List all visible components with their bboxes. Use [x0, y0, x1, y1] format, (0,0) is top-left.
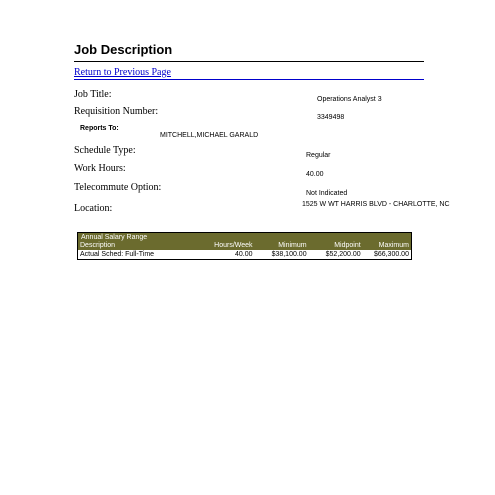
reports-to-label: Reports To:: [80, 125, 119, 132]
col-header-hours-week: Hours/Week: [214, 242, 253, 249]
cell-minimum: $38,100.00: [271, 251, 307, 258]
salary-table-title: Annual Salary Range: [78, 233, 411, 242]
work-hours-value: 40.00: [306, 171, 324, 178]
work-hours-label: Work Hours:: [74, 163, 126, 174]
cell-description: Actual Sched: Full-Time: [80, 251, 155, 258]
location-label: Location:: [74, 203, 113, 214]
col-header-minimum: Minimum: [278, 242, 307, 249]
return-to-previous-page-link[interactable]: [74, 67, 424, 80]
salary-table-header: [78, 242, 411, 251]
job-title-label: Job Title:: [74, 89, 112, 100]
telecommute-option-label: Telecommute Option:: [74, 182, 162, 193]
table-row: [78, 251, 411, 259]
col-header-maximum: Maximum: [378, 242, 409, 249]
return-link-text[interactable]: Return to Previous Page: [74, 67, 171, 78]
schedule-type-value: Regular: [306, 152, 331, 159]
telecommute-option-value: Not Indicated: [306, 190, 348, 197]
location-value: 1525 W WT HARRIS BLVD - CHARLOTTE, NC: [302, 201, 450, 208]
cell-maximum: $66,300.00: [373, 251, 409, 258]
job-title-value: Operations Analyst 3: [317, 96, 382, 103]
requisition-number-label: Requisition Number:: [74, 106, 159, 117]
col-header-midpoint: Midpoint: [334, 242, 361, 249]
page-title: Job Description: [74, 42, 173, 57]
cell-hours-week: 40.00: [235, 251, 253, 258]
col-header-description: Description: [80, 242, 116, 249]
annual-salary-range-table: [77, 232, 412, 260]
reports-to-value: MITCHELL,MICHAEL GARALD: [160, 132, 259, 139]
cell-midpoint: $52,200.00: [325, 251, 361, 258]
title-divider: [74, 61, 424, 62]
schedule-type-label: Schedule Type:: [74, 145, 136, 156]
requisition-number-value: 3349498: [317, 114, 345, 121]
